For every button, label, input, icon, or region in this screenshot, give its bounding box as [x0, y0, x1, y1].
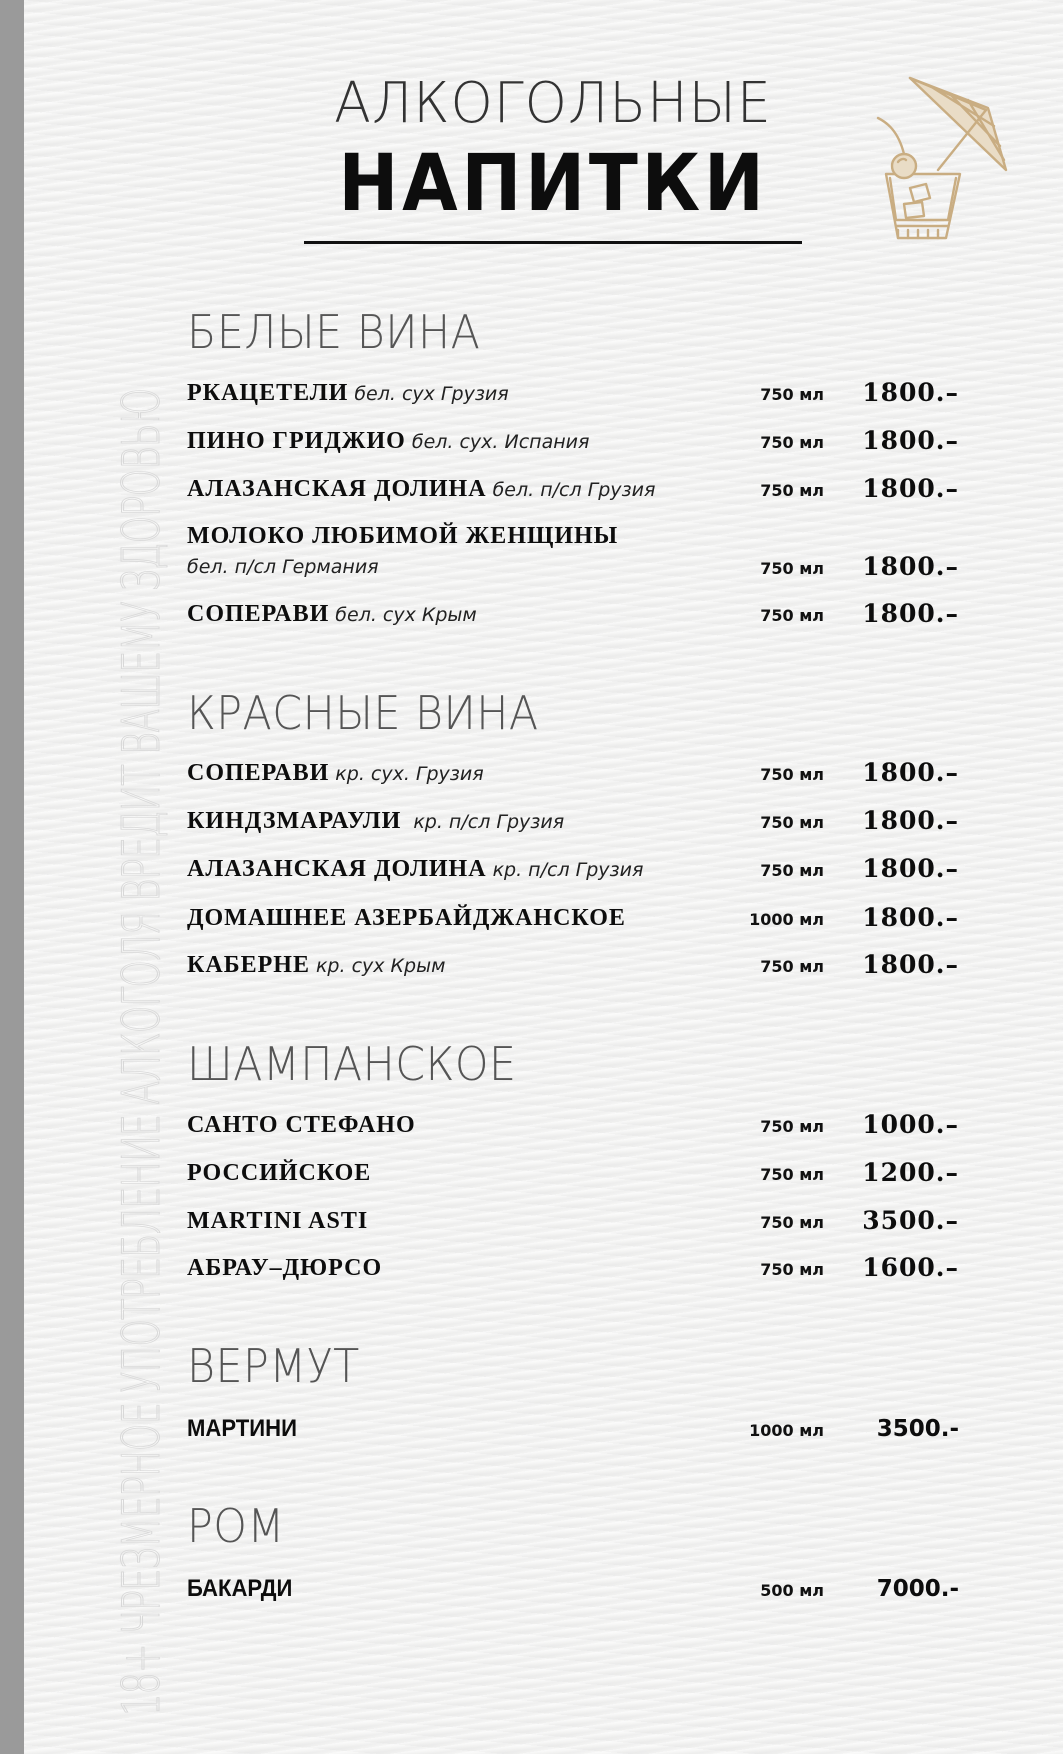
item-description: бел. сух Крым	[335, 604, 477, 626]
menu-item	[187, 474, 959, 504]
cocktail-glass-icon	[868, 70, 1013, 242]
menu-item-prices	[187, 552, 959, 582]
menu-item	[187, 903, 959, 933]
item-volume: 750 мл	[760, 481, 824, 500]
menu-item	[187, 1206, 959, 1236]
item-volume: 750 мл	[760, 606, 824, 625]
item-volume: 750 мл	[760, 385, 824, 404]
item-name: КИНДЗМАРАУЛИ кр. п/сл Грузия	[187, 808, 565, 834]
item-price: 1800.–	[862, 758, 959, 787]
item-price: 7000.-	[876, 1576, 959, 1602]
item-volume: 750 мл	[760, 433, 824, 452]
menu-item	[187, 1414, 959, 1444]
item-description: бел. сух. Испания	[411, 431, 590, 453]
item-price: 1800.–	[862, 474, 959, 503]
item-price: 1800.–	[862, 806, 959, 835]
item-description: кр. сух Крым	[315, 955, 446, 977]
item-price: 1800.–	[862, 599, 959, 628]
item-volume: 750 мл	[760, 1117, 824, 1136]
item-volume: 500 мл	[760, 1581, 824, 1600]
item-name: СОПЕРАВИ кр. сух. Грузия	[187, 760, 484, 786]
item-volume: 750 мл	[760, 1260, 824, 1279]
item-description: бел. п/сл Грузия	[492, 479, 656, 501]
item-volume: 750 мл	[760, 559, 824, 578]
item-name: БАКАРДИ	[187, 1575, 293, 1602]
menu-item	[187, 378, 959, 408]
item-name: РКАЦЕТЕЛИ бел. сух Грузия	[187, 380, 509, 406]
item-name: САНТО СТЕФАНО	[187, 1112, 416, 1138]
item-description: бел. сух Грузия	[354, 383, 509, 405]
menu-item	[187, 758, 959, 788]
menu-item	[187, 599, 959, 629]
item-volume: 750 мл	[760, 861, 824, 880]
item-volume: 1000 мл	[749, 1421, 824, 1440]
item-price: 3500.–	[862, 1206, 959, 1235]
item-volume: 750 мл	[760, 1165, 824, 1184]
item-name: АЛАЗАНСКАЯ ДОЛИНА бел. п/сл Грузия	[187, 476, 656, 502]
section-title-white-wines: БЕЛЫЕ ВИНА	[187, 305, 481, 359]
item-description: бел. п/сл Германия	[187, 556, 379, 578]
item-name: АБРАУ–ДЮРСО	[187, 1255, 383, 1281]
menu-item	[187, 854, 959, 884]
menu-item	[187, 521, 959, 551]
item-volume: 750 мл	[760, 813, 824, 832]
item-price: 3500.-	[876, 1416, 959, 1442]
item-description: кр. п/сл Грузия	[492, 859, 644, 881]
item-price: 1200.–	[862, 1158, 959, 1187]
item-name: МОЛОКО ЛЮБИМОЙ ЖЕНЩИНЫ	[187, 523, 619, 549]
item-description: кр. п/сл Грузия	[413, 811, 565, 833]
menu-item	[187, 1110, 959, 1140]
age-warning-watermark: 18+ ЧРЕЗМЕРНОЕ УПОТРЕБЛЕНИЕ АЛКОГОЛЯ ВРЕДИТ ВАШЕМУ ЗДОРОВЬЮ	[112, 388, 172, 1717]
item-price: 1800.–	[862, 903, 959, 932]
page-title-line1: АЛКОГОЛЬНЫЕ	[334, 71, 772, 136]
item-name: РОССИЙСКОЕ	[187, 1160, 372, 1186]
item-volume: 1000 мл	[749, 910, 824, 929]
item-price: 1800.–	[862, 552, 959, 581]
menu-item	[187, 950, 959, 980]
section-title-champagne: ШАМПАНСКОЕ	[187, 1037, 517, 1091]
item-name: АЛАЗАНСКАЯ ДОЛИНА кр. п/сл Грузия	[187, 856, 644, 882]
item-price: 1000.–	[862, 1110, 959, 1139]
page-title-line2: НАПИТКИ	[338, 139, 768, 229]
menu-item	[187, 426, 959, 456]
item-price: 1600.–	[862, 1253, 959, 1282]
item-price: 1800.–	[862, 378, 959, 407]
item-price: 1800.–	[862, 854, 959, 883]
item-volume: 750 мл	[760, 957, 824, 976]
section-title-vermouth: ВЕРМУТ	[187, 1339, 360, 1393]
title-underline	[304, 241, 802, 244]
item-name: MARTINI ASTI	[187, 1208, 369, 1234]
section-title-rum: РОМ	[187, 1499, 285, 1553]
item-name: СОПЕРАВИ бел. сух Крым	[187, 601, 477, 627]
menu-item	[187, 1158, 959, 1188]
menu-item	[187, 1253, 959, 1283]
menu-item	[187, 1574, 959, 1604]
item-name: ПИНО ГРИДЖИО бел. сух. Испания	[187, 428, 590, 454]
item-volume: 750 мл	[760, 765, 824, 784]
item-name: КАБЕРНЕ кр. сух Крым	[187, 952, 446, 978]
menu-item	[187, 806, 959, 836]
item-volume: 750 мл	[760, 1213, 824, 1232]
item-name: МАРТИНИ	[187, 1415, 297, 1442]
item-price: 1800.–	[862, 950, 959, 979]
section-title-red-wines: КРАСНЫЕ ВИНА	[187, 686, 539, 740]
item-price: 1800.–	[862, 426, 959, 455]
left-gray-strip	[0, 0, 24, 1754]
item-description: кр. сух. Грузия	[335, 763, 484, 785]
item-name: ДОМАШНЕЕ АЗЕРБАЙДЖАНСКОЕ	[187, 905, 626, 931]
